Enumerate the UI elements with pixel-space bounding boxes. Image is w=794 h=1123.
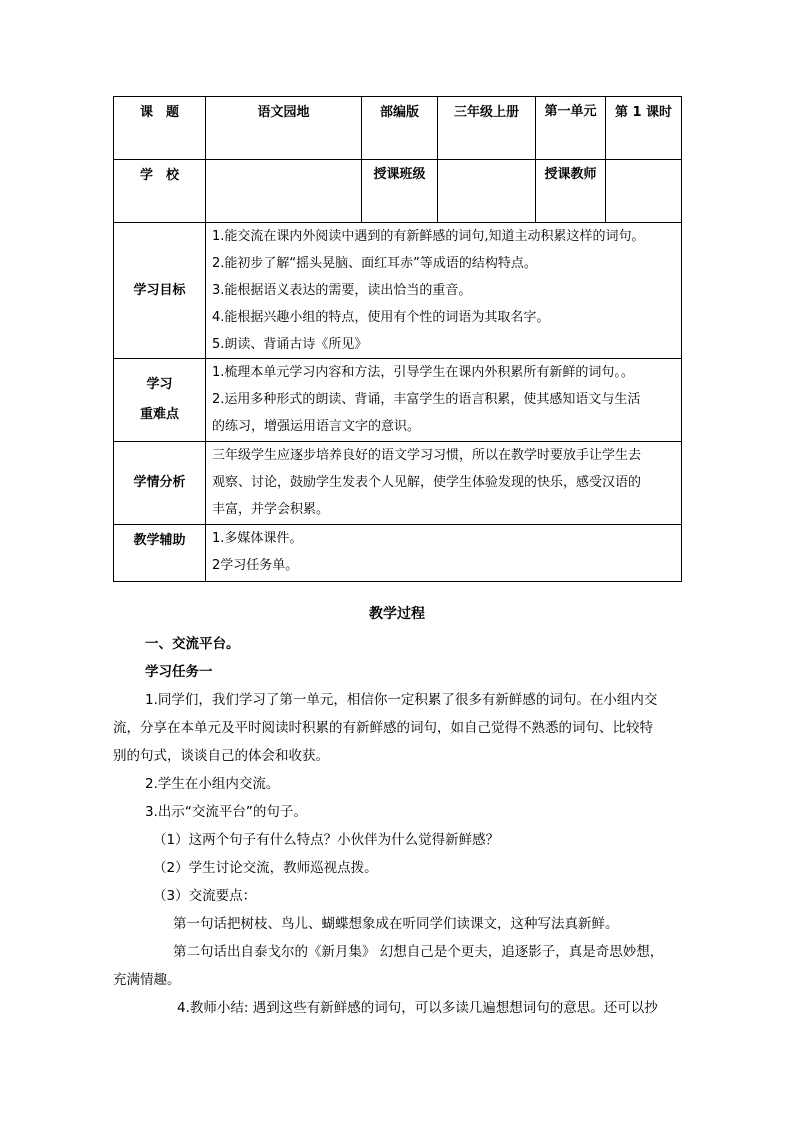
table-row (114, 359, 682, 442)
goals-list (206, 223, 682, 359)
question-line: （2）学生讨论交流，教师巡视点拨。 (153, 860, 378, 876)
paragraph-line: 别的句式，谈谈自己的体会和收获。 (113, 748, 329, 764)
aids-list (206, 525, 682, 582)
goal-item: 3.能根据语义表达的需要，读出恰当的重音。 (212, 283, 472, 298)
table-row (114, 160, 682, 223)
key-point-item: 1.梳理本单元学习内容和方法，引导学生在课内外积累所有新鲜的词句。。 (212, 365, 634, 380)
table-row (114, 223, 682, 359)
paragraph-line: 流，分享在本单元及平时阅读时积累的有新鲜感的词句，如自己觉得不熟悉的词句、比较特 (113, 720, 653, 736)
analysis-line: 丰富，并学会积累。 (212, 502, 330, 517)
teacher-value (606, 160, 682, 223)
goal-item: 4.能根据兴趣小组的特点，使用有个性的词语为其取名字。 (212, 310, 550, 325)
table-row (114, 442, 682, 525)
analysis-line: 观察、讨论，鼓励学生发表个人见解，使学生体验发现的快乐，感受汉语的 (212, 475, 642, 490)
key-points (206, 359, 682, 442)
goal-item: 2.能初步了解“摇头晃脑、面红耳赤”等成语的结构特点。 (212, 256, 537, 271)
analysis-text (206, 442, 682, 525)
goal-item: 1.能交流在课内外阅读中遇到的有新鲜感的词句,知道主动积累这样的词句。 (212, 229, 645, 244)
course-value: 语文园地 (206, 97, 362, 160)
lesson-period: 第 1 课时 (606, 97, 682, 160)
point-line: 第二句话出自泰戈尔的《新月集》 幻想自己是个更夫，追逐影子，真是奇思妙想， (173, 944, 664, 960)
task-heading: 学习任务一 (145, 664, 213, 680)
aid-item: 1.多媒体课件。 (212, 531, 303, 546)
point-line: 第一句话把树枝、鸟儿、蝴蝶想象成在听同学们读课文，这种写法真新鲜。 (173, 916, 619, 932)
paragraph-line: 4.教师小结: 遇到这些有新鲜感的词句，可以多读几遍想想词句的意思。还可以抄 (177, 1000, 658, 1016)
goal-item: 5.朗读、背诵古诗《所见》 (212, 337, 368, 352)
edition: 部编版 (362, 97, 438, 160)
lesson-info-table (113, 96, 682, 582)
paragraph-line: 2.学生在小组内交流。 (145, 776, 280, 792)
analysis-label: 学情分析 (114, 442, 206, 525)
key-points-label-line: 重难点 (139, 407, 179, 422)
key-point-item: 2.运用多种形式的朗读、背诵，丰富学生的语言积累，使其感知语文与生活 (212, 392, 641, 407)
table-row (114, 97, 682, 160)
grade: 三年级上册 (438, 97, 536, 160)
paragraph-line: 3.出示“交流平台”的句子。 (145, 804, 307, 820)
class-label: 授课班级 (362, 160, 438, 223)
section-heading: 一、交流平台。 (145, 636, 240, 652)
key-point-item: 的练习，增强运用语言文字的意识。 (212, 419, 421, 434)
paragraph-line: 1.同学们，我们学习了第一单元，相信你一定积累了很多有新鲜感的词句。在小组内交 (145, 692, 658, 708)
key-points-label (114, 359, 206, 442)
process-title: 教学过程 (369, 606, 425, 622)
teacher-label: 授课教师 (536, 160, 606, 223)
analysis-line: 三年级学生应逐步培养良好的语文学习习惯，所以在教学时要放手让学生去 (212, 448, 642, 463)
table-row (114, 525, 682, 582)
unit: 第一单元 (536, 97, 606, 160)
course-label: 课 题 (114, 97, 206, 160)
goals-label: 学习目标 (114, 223, 206, 359)
question-line: （1）这两个句子有什么特点？小伙伴为什么觉得新鲜感？ (153, 832, 500, 848)
key-points-label-line: 学习 (146, 377, 173, 392)
aids-label: 教学辅助 (114, 525, 206, 582)
point-line: 充满情趣。 (113, 972, 181, 988)
aid-item: 2学习任务单。 (212, 558, 299, 573)
class-value (438, 160, 536, 223)
teaching-process (113, 600, 681, 1022)
school-value (206, 160, 362, 223)
question-line: （3）交流要点： (153, 888, 257, 904)
school-label: 学 校 (114, 160, 206, 223)
